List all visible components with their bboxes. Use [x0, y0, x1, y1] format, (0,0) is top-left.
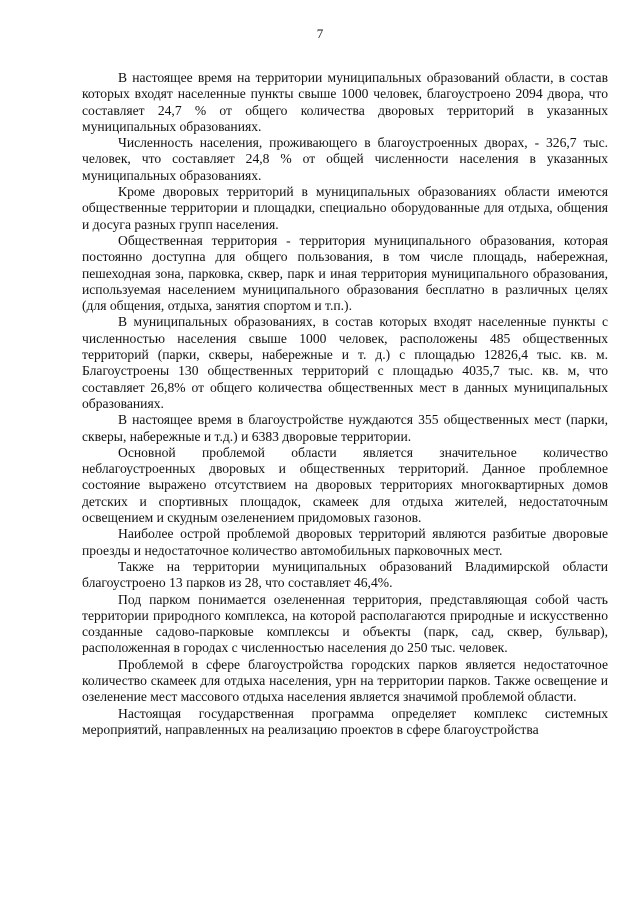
paragraph-public-area-definition: Общественная территория - территория муниципального образования, которая постоянно доступна для общего пользования, в том числе площадь, набережная, пешеходная зона, парковка, сквер, парк и иная территория муниципального образования, используемая населением муниципального образования бесплатно в различных целях (для общения, отдыха, занятия спортом и т.п.).	[82, 232, 608, 314]
document-body	[82, 70, 608, 738]
paragraph-main-problem: Основной проблемой области является значительное количество неблагоустроенных дворовых и общественных территорий. Данное проблемное состояние выражено отсутствием на дворовых территориях многоквартирных домов детских и спортивных площадок, скамеек для отдыха жителей, недостаточным освещением и скудным озеленением придомовых газонов.	[82, 444, 608, 526]
page-number: 7	[316, 26, 324, 41]
paragraph-areas-needing-improvement: В настоящее время в благоустройстве нуждаются 355 общественных мест (парки, скверы, набережные и т.д.) и 6383 дворовые территории.	[82, 412, 608, 444]
paragraph-parks-problem: Проблемой в сфере благоустройства городских парков является недостаточное количество скамеек для отдыха населения, урн на территории парков. Также освещение и озеленение мест массового отдыха населения является значимой проблемой области.	[82, 656, 608, 705]
paragraph-public-areas-intro: Кроме дворовых территорий в муниципальных образованиях области имеются общественные территории и площадки, специально оборудованные для отдыха, общения и досуга разных групп населения.	[82, 184, 608, 232]
paragraph-parks-statistics: Также на территории муниципальных образований Владимирской области благоустроено 13 парков из 28, что составляет 46,4%.	[82, 558, 608, 591]
paragraph-program-scope: Настоящая государственная программа определяет комплекс системных мероприятий, направленных на реализацию проектов в сфере благоустройства	[82, 705, 608, 737]
paragraph-courtyards-improved: В настоящее время на территории муниципальных образований области, в состав которых входят населенные пункты свыше 1000 человек, благоустроено 2094 двора, что составляет 24,7 % от общего количества дворовых территорий в указанных муниципальных образованиях.	[82, 70, 608, 134]
paragraph-park-definition: Под парком понимается озелененная территория, представляющая собой часть территории природного комплекса, на которой располагаются природные и искусственно созданные садово-парковые комплексы и объекты (парк, сад, сквер, бульвар), расположенная в городах с численностью населения до 250 тыс. человек.	[82, 591, 608, 656]
paragraph-population-courtyards: Численность населения, проживающего в благоустроенных дворах, - 326,7 тыс. человек, что составляет 24,8 % от общей численности населения в указанных муниципальных образованиях.	[82, 135, 608, 183]
paragraph-public-areas-statistics: В муниципальных образованиях, в состав которых входят населенные пункты с численностью населения свыше 1000 человек, расположены 485 общественных территорий (парки, скверы, набережные и т. д.) с площадью 12826,4 тыс. кв. м. Благоустроены 130 общественных территорий с площадью 4035,7 тыс. кв. м, что составляет 26,8% от общего количества общественных мест в данных муниципальных образованиях.	[82, 314, 608, 411]
paragraph-courtyard-roads-problem: Наиболее острой проблемой дворовых территорий являются разбитые дворовые проезды и недостаточное количество автомобильных парковочных мест.	[82, 526, 608, 558]
